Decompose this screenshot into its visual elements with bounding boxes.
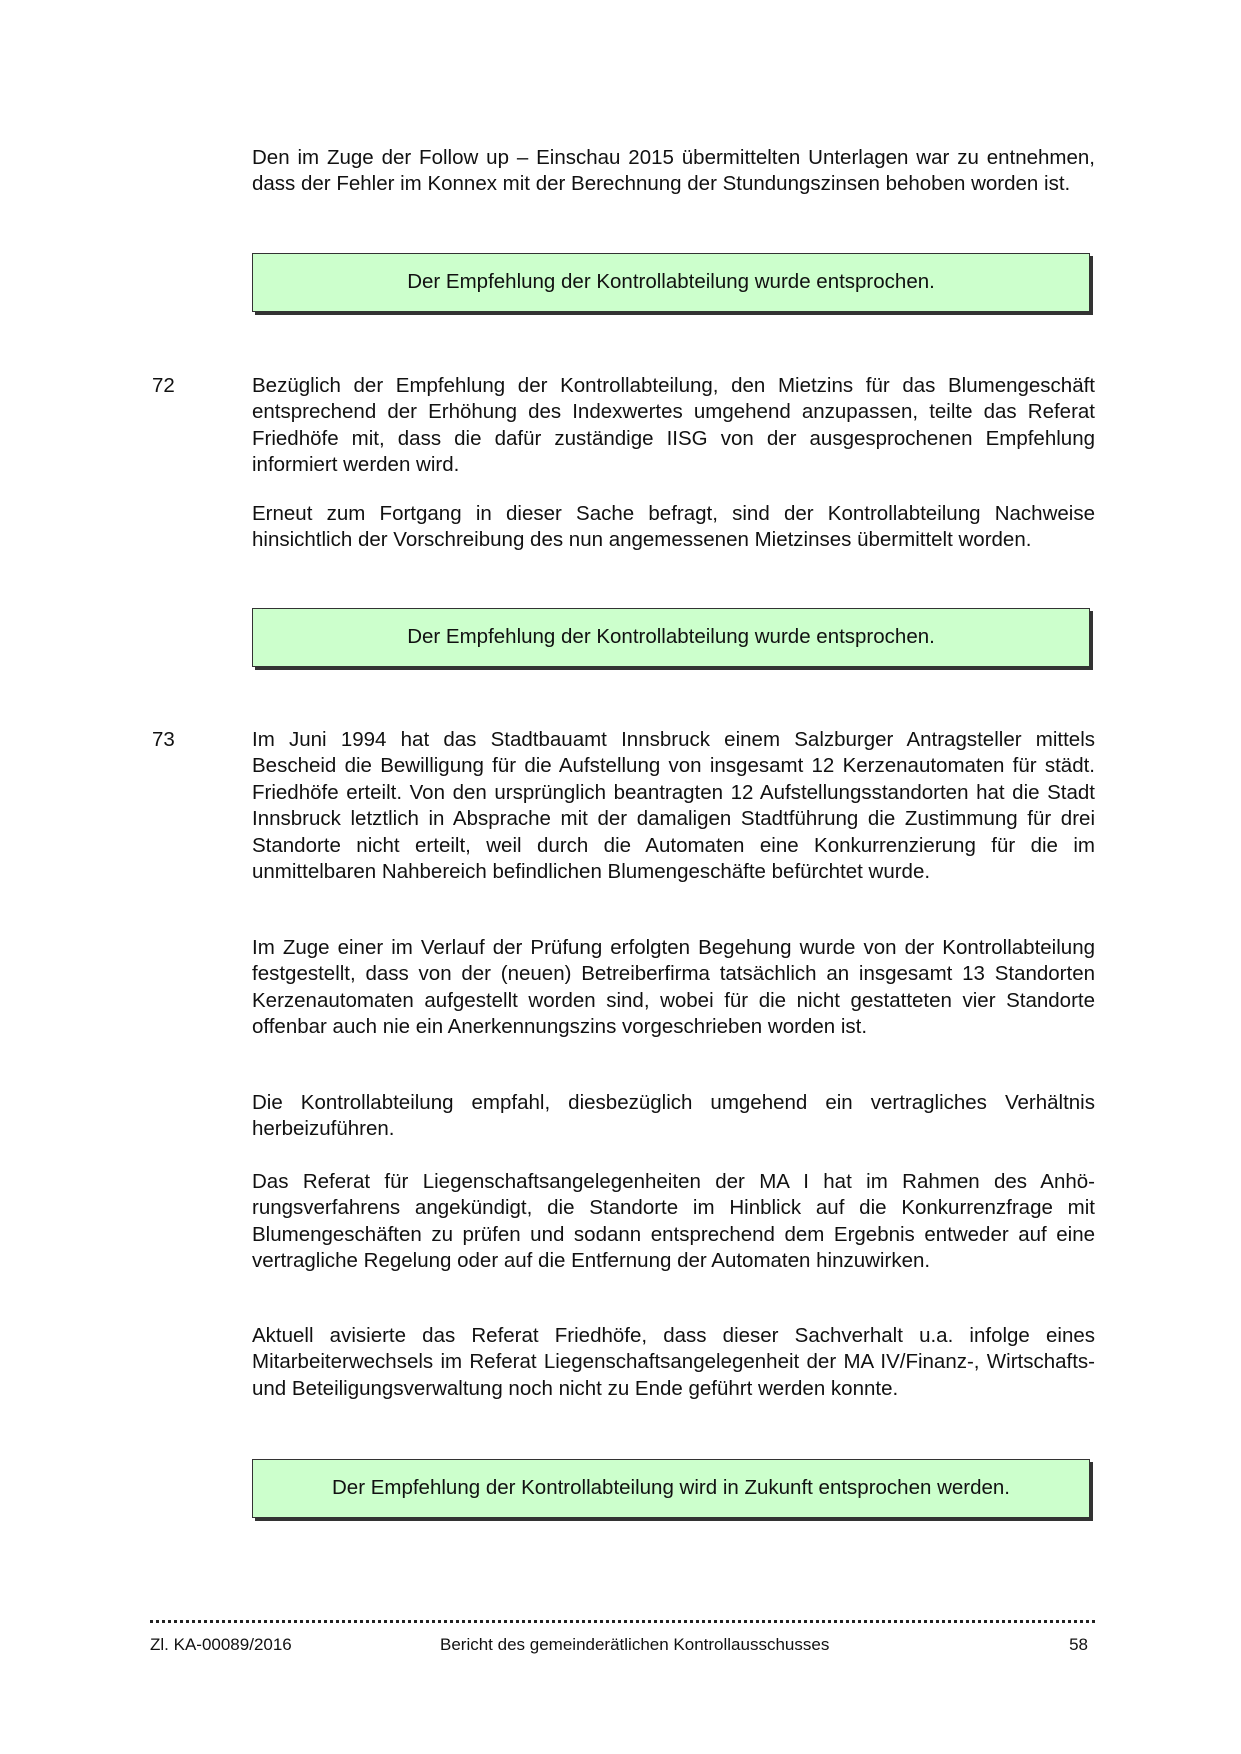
result-box-2 [252,608,1090,667]
paragraph-72-a: Bezüglich der Empfehlung der Kontrollabteilung, den Mietzins für das Blumengeschäft entsprechend der Erhöhung des Indexwertes umgehend anzupassen, teilte das Referat Friedhöfe mit, dass die dafür zuständige IISG von der ausgesprochenen Empfehlung informiert werden wird. [252,374,1095,477]
paragraph-number-72: 72 [152,374,175,397]
footer-report-title: Bericht des gemeinderätlichen Kontrollausschusses [440,1635,830,1654]
footer-reference: Zl. KA-00089/2016 [150,1635,292,1654]
result-box-3 [252,1459,1090,1518]
paragraph-73-e: Aktuell avisierte das Referat Friedhöfe, dass dieser Sachverhalt u.a. infolge eines Mitarbeiterwechsels im Referat Liegenschaftsangelegenheit der MA IV/Finanz-, Wirtschafts- und Beteiligungsverwaltung noch nicht zu Ende geführt werden konnte. [252,1324,1095,1400]
paragraph-number-73: 73 [152,728,175,751]
result-box-3-text: Der Empfehlung der Kontrollabteilung wird in Zukunft entsprochen werden. [331,1476,1011,1500]
paragraph-73-b: Im Zuge einer im Verlauf der Prüfung erfolgten Begehung wurde von der Kontrollabteilung festgestellt, dass von der (neuen) Betreiberfirma tatsächlich an insgesamt 13 Standorten Kerzenautomaten aufgestellt worden sind, wobei für die nicht gestatteten vier Standorte offenbar auch nie ein Anerkennungszins vorgeschrieben worden ist. [252,936,1095,1039]
footer-page-number: 58 [1069,1635,1088,1654]
footer-dotted-rule [150,1620,1095,1623]
paragraph-73-a: Im Juni 1994 hat das Stadtbauamt Innsbruck einem Salzburger Antragsteller mittels Bescheid die Bewilligung für die Aufstellung von insgesamt 12 Kerzenautomaten für städt. Friedhöfe erteilt. Von den ursprünglich beantragten 12 Aufstellungsstandorten hat die Stadt Innsbruck letztlich in Absprache mit der damaligen Stadtführung die Zustimmung für drei Standorte nicht erteilt, weil durch die Automaten eine Konkurrenzierung für die im unmittelbaren Nahbereich befindlichen Blumengeschäfte befürchtet wurde. [252,728,1095,884]
paragraph-intro: Den im Zuge der Follow up – Einschau 2015 übermittelten Unterlagen war zu entnehmen, dass der Fehler im Konnex mit der Berechnung der Stundungszinsen behoben worden ist. [252,146,1095,196]
paragraph-73-c: Die Kontrollabteilung empfahl, diesbezüglich umgehend ein vertragliches Verhältnis herbeizuführen. [252,1091,1095,1141]
paragraph-73-d: Das Referat für Liegenschaftsangelegenheiten der MA I hat im Rahmen des Anhörungsverfahrens angekündigt, die Standorte im Hinblick auf die Konkurrenzfrage mit Blumengeschäften zu prüfen und sodann entsprechend dem Ergebnis entweder auf eine vertragliche Regelung oder auf die Entfernung der Automaten hinzuwirken. [252,1170,1095,1273]
paragraph-72-b: Erneut zum Fortgang in dieser Sache befragt, sind der Kontrollabteilung Nachweise hinsichtlich der Vorschreibung des nun angemessenen Mietzinses übermittelt worden. [252,502,1095,552]
result-box-2-text: Der Empfehlung der Kontrollabteilung wurde entsprochen. [407,625,935,649]
result-box-1-text: Der Empfehlung der Kontrollabteilung wurde entsprochen. [407,270,935,294]
result-box-1 [252,253,1090,312]
